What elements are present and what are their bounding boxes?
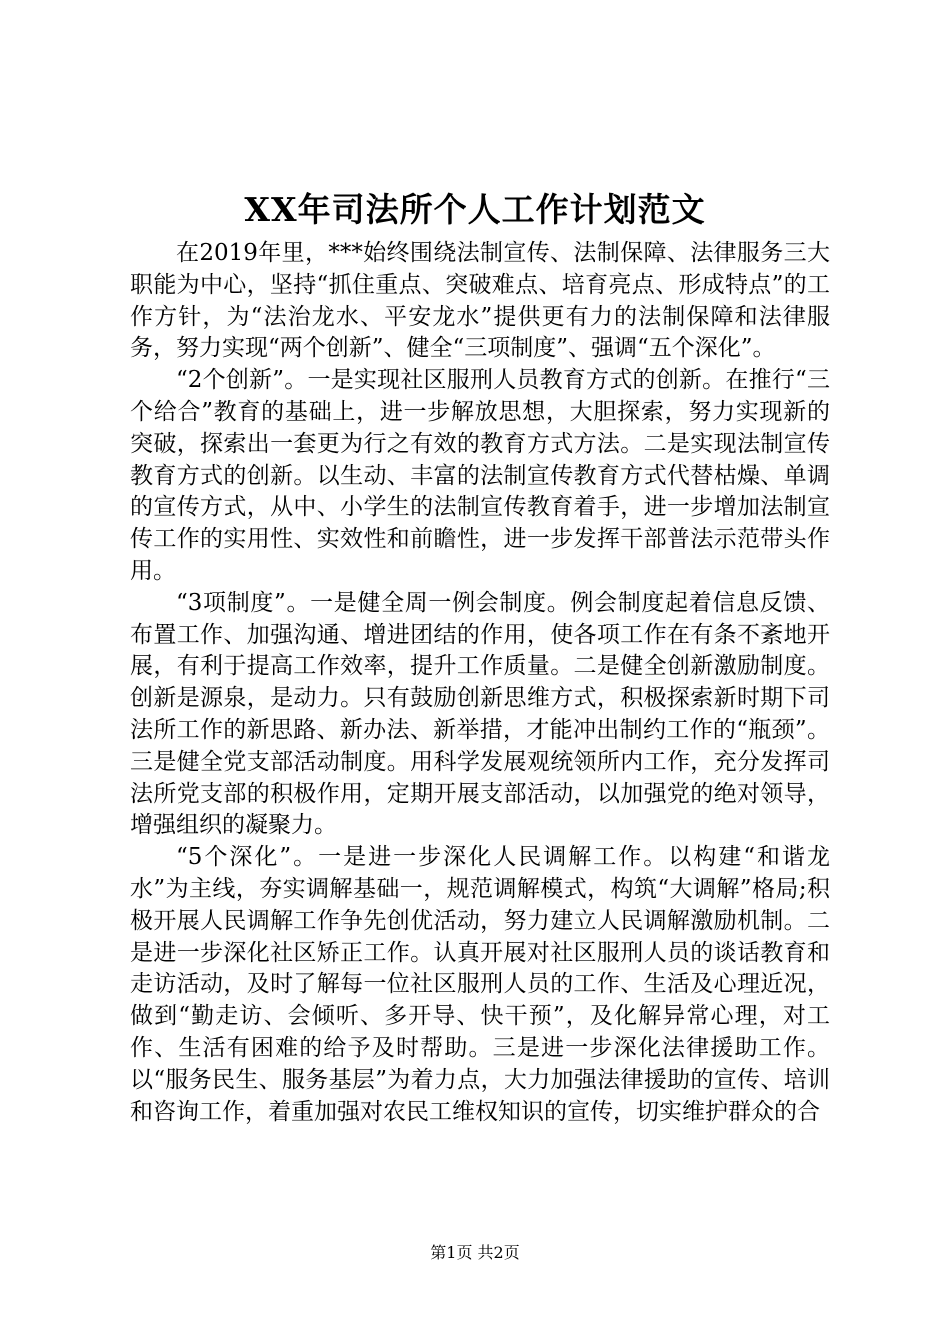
paragraph-five-deepenings: “5个深化”。一是进一步深化人民调解工作。以构建“和谐龙水”为主线，夯实调解基础一，规范调解模式，构筑“大调解”格局;积极开展人民调解工作争先创优活动，努力建立人民调解激励机制。二是进一步深化社区矫正工作。认真开展对社区服刑人员的谈话教育和走访活动，及时了解每一位社区服刑人员的工作、生活及心理近况，做到“勤走访、会倾听、多开导、快干预”，及化解异常心理，对工作、生活有困难的给予及时帮助。三是进一步深化法律援助工作。以“服务民生、服务基层”为着力点，大力加强法律援助的宣传、培训和咨询工作，着重加强对农民工维权知识的宣传，切实维护群众的合 [130, 844, 830, 1125]
paragraph-three-systems: “3项制度”。一是健全周一例会制度。例会制度起着信息反馈、布置工作、加强沟通、增进团结的作用，使各项工作在有条不紊地开展，有利于提高工作效率，提升工作质量。二是健全创新激励制度。创新是源泉，是动力。只有鼓励创新思维方式，积极探索新时期下司法所工作的新思路、新办法、新举措，才能冲出制约工作的“瓶颈”。三是健全党支部活动制度。用科学发展观统领所内工作，充分发挥司法所党支部的积极作用，定期开展支部活动，以加强党的绝对领导，增强组织的凝聚力。 [130, 589, 830, 839]
document-body [130, 238, 830, 1128]
paragraph-two-innovations: “2个创新”。一是实现社区服刑人员教育方式的创新。在推行“三个给合”教育的基础上，进一步解放思想，大胆探索，努力实现新的突破，探索出一套更为行之有效的教育方式方法。二是实现法制宣传教育方式的创新。以生动、丰富的法制宣传教育方式代替枯燥、单调的宣传方式，从中、小学生的法制宣传教育着手，进一步增加法制宣传工作的实用性、实效性和前瞻性，进一步发挥干部普法示范带头作用。 [130, 367, 830, 584]
page-footer: 第1页 共2页 [430, 1243, 520, 1262]
paragraph-intro: 在2019年里，***始终围绕法制宣传、法制保障、法律服务三大职能为中心，坚持“抓住重点、突破难点、培育亮点、形成特点”的工作方针，为“法治龙水、平安龙水”提供更有力的法制保障和法律服务，努力实现“两个创新”、健全“三项制度”、强调“五个深化”。 [130, 240, 830, 362]
document-title: XX年司法所个人工作计划范文 [244, 190, 706, 229]
